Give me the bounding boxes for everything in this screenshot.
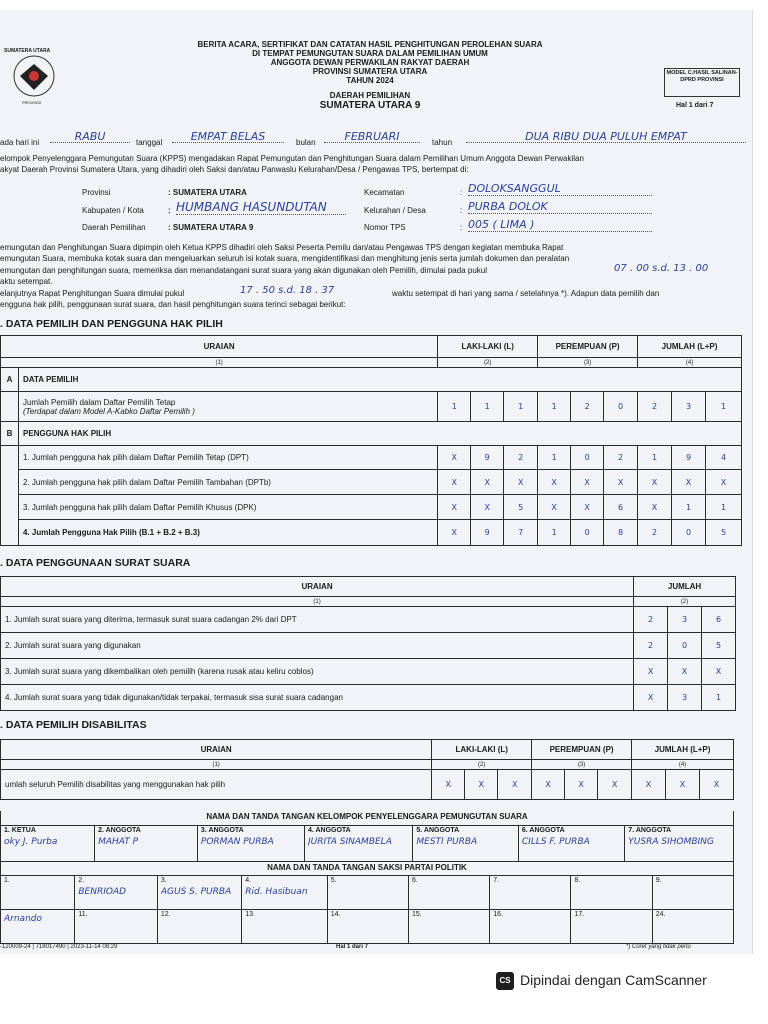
row-code: A bbox=[1, 368, 19, 392]
signature-number: 8. bbox=[574, 877, 581, 884]
para-text: engguna hak pilih, penggunaan surat suara, dan hasil penghitungan suara terinci sebagai berikut: bbox=[0, 300, 346, 309]
section-title: . DATA PEMILIH DAN PENGGUNA HAK PILIH bbox=[0, 318, 223, 330]
signature-name: Rid. Hasibuan bbox=[245, 887, 308, 897]
header-line: ANGGOTA DEWAN PERWAKILAN RAKYAT DAERAH bbox=[270, 58, 470, 67]
signature-number: 15. bbox=[412, 911, 422, 918]
scanned-document: SUMATERA UTARA PROVINSI BERITA ACARA, SERTIFIKAT DAN CATATAN HASIL PENGHITUNGAN PEROLEHAN SUARA DI TEMPAT PEMUNGUTAN SUARA DALAM PEMILIHAN UMUM ANGGOTA DEWAN PERWAKILAN RAKYAT DAERAH PROVINSI SUMATERA UTARA TAHUN 2024 DAERAH PEMILIHAN SUMATERA UTARA 9 MODEL C.HASIL SALINAN-DPRD PROVINSI Hal 1 dari 7 ada hari ini RABU tanggal EMPAT BELAS bulan FEBRUARI tahun DUA RIBU DUA PULUH EMPAT elompok Penyelenggara Pemungutan Suara (KPPS) mengadakan Rapat Pemungutan dan Penghitungan Suara dalam Pemilihan Umum Anggota Dewan Perwakilan akyat Daerah Provinsi Sumatera Utara, yang dihadiri oleh Saksi dan/atau Panwaslu Kelurahan/Desa / Pengawas TPS, bertempat di: Provinsi : SUMATERA UTARA Kabupaten / Kota : HUMBANG HASUNDUTAN Daerah Pemilihan : SUMATERA UTARA 9 Kecamatan : DOLOKSANGGUL Kelurahan / Desa : PURBA DOLOK Nomor TPS : 005 ( LIMA ) emungutan dan Penghitungan Suara dipimpin oleh Ketua KPPS dihadiri oleh Saksi Peserta Pemilu dan/atau Pengawas TPS dengan kegiatan membuka Rapat emungutan Suara, membuka kotak suara dan mengeluarkan seluruh isi kotak suara, mengidentifikasi dan menghitung jenis serta jumlah dokumen dan peralatan emungutan dan penghitungan suara, memeriksa dan menandatangani surat suara yang akan digunakan oleh Pemilih, dimulai pada pukul 07 . 00 s.d. 13 . 00 aktu setempat. elanjutnya Rapat Penghitungan Suara dimulai pukul 17 . 50 s.d. 18 . 37 waktu setempat di hari yang sama / setelahnya *). Adapun data pemilih dan engguna hak pilih, penggunaan surat suara, dan hasil penghitungan suara terinci sebagai berikut: . DATA PEMILIH DAN PENGGUNA HAK PILIH URAIAN LAKI-LAKI (L) PEREMPUAN (P) JUMLAH (L+P) (1) (2) (3) (4) A DATA PEMILIH Jumlah Pemilih dalam Daftar Pemilih Tetap (Terdapat dalam Model A-Kabko Daftar Pemilih ) 1 1 1 1 2 0 2 3 1 B PENGGUNA HAK PILIH 1. Jumlah pengguna hak pilih dalam Daftar Pemilih Tetap (DPT) X 9 2 1 0 2 1 9 4 2. Jumlah pengguna hak pilih dalam Daftar Pemilih Tambahan (DPTb) X X X X X X X X X 3. Jumlah pengguna hak pilih dalam Daftar Pemilih Khusus (DPK) X X 5 X X 6 X 1 1 4. Jumlah Pengguna Hak Pilih (B.1 + B.2 + B.3) X 9 7 1 0 8 2 0 5 . DATA PENGGUNAAN SURAT SUARA URAIAN JUMLAH (1) (2) 1. Jumlah surat suara yang diterima, termasuk surat suara cadangan 2% dari DPT 2 3 6 2. Jumlah surat suara yang digunakan 2 0 5 3. Jumlah surat suara yang dikembalikan oleh pemilih (karena rusak atau keliru coblos) X X X 4. Jumlah surat suara yang tidak digunakan/tidak terpakai, termasuk sisa surat suara cadangan X 3 1 . DATA PEMILIH DISABILITAS URAIAN LAKI-LAKI (L) PEREMPUAN (P) JUMLAH (L+P) (1) (2) (3) (4) umlah seluruh Pemilih disabilitas yang menggunakan hak pilih X X X X X X X X X NAMA DAN TANDA TANGAN KELOMPOK PENYELENGGARA PEMUNGUTAN SUARA 1. KETUA oky J. Purba 2. ANGGOTA MAHAT P 3. ANGGOTA PORMAN PURBA 4. ANGGOTA JURITA SINAMBELA 5. ANGGOTA MESTI PURBA 6. ANGGOTA CILLS F. PURBA 7. ANGGOTA YUSRA SIHOMBING NAMA DAN TANDA TANGAN SAKSI PARTAI POLITIK 1. 2. BENRIOAD 3. AGUS S. PURBA 4. Rid. Hasibuan 5. 6. 7. 8. 9. Arnando 11. 12. 13. 14. 15. 16. 17. 24. -120009-24 | 718017490 | 2023-11-14 08:29 Hal 1 dari 7 *) Coret yang tidak perlu bbox=[0, 10, 753, 954]
value-cell: X bbox=[666, 770, 700, 800]
value-cell: X bbox=[705, 470, 741, 495]
col-header: URAIAN bbox=[1, 336, 438, 358]
para-text: elanjutnya Rapat Penghitungan Suara dimulai pukul bbox=[0, 289, 185, 298]
footer-note: *) Coret yang tidak perlu bbox=[626, 944, 691, 950]
kpps-signature-row bbox=[1, 825, 734, 861]
value-cell: 3 bbox=[672, 392, 706, 422]
saksi-signature-table bbox=[0, 861, 734, 944]
row-label: umlah seluruh Pemilih disabilitas yang menggunakan hak pilih bbox=[1, 770, 432, 800]
footer-page: Hal 1 dari 7 bbox=[336, 944, 369, 950]
province-value: : SUMATERA UTARA bbox=[168, 188, 247, 197]
kpu-logo-icon bbox=[6, 46, 62, 106]
kpps-signature-table bbox=[0, 811, 734, 862]
signature-number: 24. bbox=[655, 911, 666, 918]
signature-role: 6. ANGGOTA bbox=[521, 826, 565, 834]
value-cell: 1 bbox=[705, 392, 741, 422]
date-value: EMPAT BELAS bbox=[172, 132, 284, 143]
value-cell: X bbox=[699, 770, 733, 800]
signature-name: MAHAT P bbox=[98, 836, 139, 847]
col-header: JUMLAH (L+P) bbox=[632, 740, 734, 760]
value-cell: 0 bbox=[604, 392, 638, 422]
signature-title: NAMA DAN TANDA TANGAN SAKSI PARTAI POLITIK bbox=[1, 862, 734, 876]
table-row bbox=[1, 495, 742, 520]
col-header: JUMLAH bbox=[634, 577, 736, 597]
header-line: BERITA ACARA, SERTIFIKAT DAN CATATAN HASIL PENGHITUNGAN PEROLEHAN SUARA bbox=[197, 40, 543, 49]
col-header: URAIAN bbox=[1, 740, 432, 760]
value-cell: 5 bbox=[705, 520, 741, 546]
district-value: DOLOKSANGGUL bbox=[468, 182, 652, 196]
value-cell: 5 bbox=[702, 633, 736, 659]
value-cell: 2 bbox=[634, 607, 668, 633]
voter-data-table bbox=[0, 335, 742, 546]
logo-text: SUMATERA UTARA bbox=[4, 48, 51, 54]
value-cell: X bbox=[571, 495, 604, 520]
intro-text: akyat Daerah Provinsi Sumatera Utara, yang dihadiri oleh Saksi dan/atau Panwaslu Kelurahan/Desa / Pengawas TPS, bertempat di: bbox=[0, 165, 469, 174]
village-value: PURBA DOLOK bbox=[468, 200, 652, 214]
signature-number: 1. bbox=[4, 877, 10, 884]
col-number: (3) bbox=[538, 358, 638, 368]
value-cell: X bbox=[668, 659, 702, 685]
section-title: . DATA PENGGUNAAN SURAT SUARA bbox=[0, 557, 191, 569]
para-text: waktu setempat di hari yang sama / setelahnya *). Adapun data pemilih dan bbox=[392, 289, 660, 298]
signature-number: 16. bbox=[493, 911, 503, 918]
value-cell: 6 bbox=[604, 495, 638, 520]
disability-table bbox=[0, 739, 734, 800]
value-cell: X bbox=[565, 770, 598, 800]
value-cell: X bbox=[632, 770, 666, 800]
value-cell: 7 bbox=[504, 520, 538, 546]
location-label: Provinsi bbox=[82, 188, 111, 197]
signature-role: 7. ANGGOTA bbox=[628, 826, 672, 834]
row-label: 4. Jumlah Pengguna Hak Pilih (B.1 + B.2 + B.3) bbox=[18, 520, 437, 546]
value-cell: X bbox=[638, 495, 672, 520]
value-cell: X bbox=[571, 470, 604, 495]
tps-value: 005 ( LIMA ) bbox=[468, 218, 652, 232]
value-cell: 1 bbox=[438, 392, 471, 422]
signature-title: NAMA DAN TANDA TANGAN KELOMPOK PENYELENGGARA PEMUNGUTAN SUARA bbox=[1, 811, 734, 825]
signature-number: 5. bbox=[330, 877, 337, 884]
value-cell: 0 bbox=[668, 633, 702, 659]
signature-number: 14. bbox=[330, 911, 341, 918]
time-start-value: 07 . 00 s.d. 13 . 00 bbox=[614, 263, 709, 274]
value-cell: X bbox=[702, 659, 736, 685]
page-number-top: Hal 1 dari 7 bbox=[676, 102, 714, 109]
signature-role: 1. KETUA bbox=[4, 826, 36, 834]
signature-name: CILLS F. PURBA bbox=[521, 836, 590, 847]
row-label: 3. Jumlah surat suara yang dikembalikan oleh pemilih (karena rusak atau keliru coblos) bbox=[1, 659, 634, 685]
col-header: JUMLAH (L+P) bbox=[638, 336, 742, 358]
value-cell: 5 bbox=[504, 495, 538, 520]
value-cell: 2 bbox=[571, 392, 604, 422]
col-number: (2) bbox=[634, 597, 736, 607]
value-cell: 0 bbox=[571, 520, 604, 546]
value-cell: X bbox=[672, 470, 706, 495]
camscanner-text: Dipindai dengan CamScanner bbox=[520, 972, 707, 988]
saksi-signature-row bbox=[1, 910, 734, 944]
signature-number: 6. bbox=[412, 877, 418, 884]
para-text: emungutan Suara, membuka kotak suara dan mengeluarkan seluruh isi kotak suara, mengidentifikasi dan menghitung jenis serta jumlah dokumen dan peralatan bbox=[0, 254, 570, 263]
col-number: (2) bbox=[438, 358, 538, 368]
para-text: emungutan dan Penghitungan Suara dipimpin oleh Ketua KPPS dihadiri oleh Saksi Peserta Pemilu dan/atau Pengawas TPS dengan kegiatan membuka Rapat bbox=[0, 243, 564, 252]
regency-value: HUMBANG HASUNDUTAN bbox=[176, 200, 346, 215]
col-header: PEREMPUAN (P) bbox=[532, 740, 632, 760]
signature-name: BENRIOAD bbox=[78, 887, 127, 897]
model-box: MODEL C.HASIL SALINAN-DPRD PROVINSI bbox=[664, 68, 740, 97]
signature-name: oky J. Purba bbox=[4, 836, 58, 847]
signature-name: MESTI PURBA bbox=[416, 836, 478, 847]
col-number: (1) bbox=[1, 597, 634, 607]
value-cell: 2 bbox=[504, 446, 538, 470]
value-cell: 9 bbox=[471, 446, 504, 470]
table-row bbox=[1, 685, 736, 711]
col-header: LAKI-LAKI (L) bbox=[438, 336, 538, 358]
col-header: PEREMPUAN (P) bbox=[538, 336, 638, 358]
value-cell: X bbox=[538, 495, 571, 520]
value-cell: 0 bbox=[571, 446, 604, 470]
signature-role: 3. ANGGOTA bbox=[200, 826, 244, 834]
value-cell: 1 bbox=[638, 446, 672, 470]
intro-line bbox=[0, 130, 752, 150]
table-row bbox=[1, 520, 742, 546]
intro-label: ada hari ini bbox=[0, 138, 40, 147]
value-cell: 1 bbox=[471, 392, 504, 422]
table-row bbox=[1, 607, 736, 633]
area-label: DAERAH PEMILIHAN bbox=[329, 91, 411, 100]
value-cell: 1 bbox=[702, 685, 736, 711]
value-cell: X bbox=[504, 470, 538, 495]
table-row bbox=[1, 470, 742, 495]
value-cell: 1 bbox=[705, 495, 741, 520]
signature-name: Arnando bbox=[4, 914, 42, 924]
section-title: . DATA PEMILIH DISABILITAS bbox=[0, 719, 147, 731]
year-value: DUA RIBU DUA PULUH EMPAT bbox=[466, 132, 746, 143]
signature-role: 5. ANGGOTA bbox=[416, 826, 460, 834]
value-cell: X bbox=[438, 446, 471, 470]
para-text: emungutan dan penghitungan suara, memeriksa dan menandatangani surat suara yang akan digunakan oleh Pemilih, dimulai pada pukul bbox=[0, 266, 487, 275]
location-label: Kelurahan / Desa bbox=[364, 206, 426, 215]
intro-label: tanggal bbox=[136, 138, 163, 147]
signature-number: 2. bbox=[78, 877, 85, 884]
value-cell: 3 bbox=[668, 685, 702, 711]
row-code: B bbox=[1, 422, 19, 446]
document-header bbox=[150, 40, 590, 112]
signature-name: JURITA SINAMBELA bbox=[307, 836, 392, 847]
value-cell: X bbox=[598, 770, 632, 800]
header-line: TAHUN 2024 bbox=[346, 76, 394, 85]
col-header: LAKI-LAKI (L) bbox=[432, 740, 532, 760]
value-cell: X bbox=[438, 495, 471, 520]
col-number: (1) bbox=[1, 760, 432, 770]
value-cell: 1 bbox=[672, 495, 706, 520]
row-sublabel: (Terdapat dalam Model A-Kabko Daftar Pemilih ) bbox=[22, 406, 195, 416]
month-value: FEBRUARI bbox=[324, 132, 420, 143]
value-cell: X bbox=[604, 470, 638, 495]
location-label: Daerah Pemilihan bbox=[82, 223, 146, 232]
row-label: 1. Jumlah pengguna hak pilih dalam Daftar Pemilih Tetap (DPT) bbox=[18, 446, 437, 470]
intro-text: elompok Penyelenggara Pemungutan Suara (KPPS) mengadakan Rapat Pemungutan dan Penghitungan Suara dalam Pemilihan Umum Anggota Dewan Perwakilan bbox=[0, 154, 584, 163]
value-cell: 2 bbox=[638, 392, 672, 422]
value-cell: X bbox=[471, 470, 504, 495]
value-cell: 8 bbox=[604, 520, 638, 546]
row-heading: PENGGUNA HAK PILIH bbox=[18, 422, 741, 446]
col-number: (1) bbox=[1, 358, 438, 368]
location-label: Kabupaten / Kota bbox=[82, 206, 144, 215]
day-value: RABU bbox=[50, 132, 130, 143]
row-label: 3. Jumlah pengguna hak pilih dalam Daftar Pemilih Khusus (DPK) bbox=[18, 495, 437, 520]
signature-number: 7. bbox=[493, 877, 500, 884]
signature-name: YUSRA SIHOMBING bbox=[628, 836, 714, 847]
value-cell: X bbox=[432, 770, 465, 800]
value-cell: 9 bbox=[471, 520, 504, 546]
value-cell: 1 bbox=[504, 392, 538, 422]
signature-number: 11. bbox=[78, 911, 88, 918]
value-cell: 0 bbox=[672, 520, 706, 546]
row-heading: DATA PEMILIH bbox=[18, 368, 741, 392]
value-cell: 2 bbox=[634, 633, 668, 659]
header-line: PROVINSI SUMATERA UTARA bbox=[312, 67, 428, 76]
value-cell: X bbox=[538, 470, 571, 495]
table-row bbox=[1, 446, 742, 470]
value-cell: 1 bbox=[538, 446, 571, 470]
value-cell: X bbox=[638, 470, 672, 495]
row-label: 2. Jumlah surat suara yang digunakan bbox=[1, 633, 634, 659]
col-number: (2) bbox=[432, 760, 532, 770]
signature-number: 13. bbox=[245, 911, 255, 918]
value-cell: 6 bbox=[702, 607, 736, 633]
location-label: Kecamatan bbox=[364, 188, 405, 197]
row-label: 1. Jumlah surat suara yang diterima, termasuk surat suara cadangan 2% dari DPT bbox=[1, 607, 634, 633]
value-cell: 1 bbox=[538, 392, 571, 422]
signature-number: 3. bbox=[160, 877, 167, 884]
value-cell: X bbox=[438, 520, 471, 546]
value-cell: 4 bbox=[705, 446, 741, 470]
value-cell: 2 bbox=[638, 520, 672, 546]
value-cell: X bbox=[498, 770, 532, 800]
value-cell: X bbox=[471, 495, 504, 520]
signature-number: 9. bbox=[655, 877, 662, 884]
value-cell: 1 bbox=[538, 520, 571, 546]
table-row bbox=[1, 633, 736, 659]
col-number: (4) bbox=[638, 358, 742, 368]
signature-number: 4. bbox=[245, 877, 252, 884]
value-cell: X bbox=[634, 685, 668, 711]
value-cell: 3 bbox=[668, 607, 702, 633]
row-label: Jumlah Pemilih dalam Daftar Pemilih Tetap bbox=[22, 397, 176, 407]
camscanner-logo-icon: CS bbox=[496, 972, 514, 990]
logo-sub: PROVINSI bbox=[22, 100, 42, 105]
header-line: DI TEMPAT PEMUNGUTAN SUARA DALAM PEMILIHAN UMUM bbox=[252, 49, 488, 58]
saksi-signature-row bbox=[1, 876, 734, 910]
row-label: 4. Jumlah surat suara yang tidak digunakan/tidak terpakai, termasuk sisa surat suara cadangan bbox=[1, 685, 634, 711]
area-value: SUMATERA UTARA 9 bbox=[319, 100, 421, 111]
table-row bbox=[1, 770, 734, 800]
col-header: URAIAN bbox=[1, 577, 634, 597]
col-number: (4) bbox=[632, 760, 734, 770]
table-row bbox=[1, 659, 736, 685]
signature-name: AGUS S. PURBA bbox=[160, 887, 232, 897]
value-cell: 9 bbox=[672, 446, 706, 470]
row-label: 2. Jumlah pengguna hak pilih dalam Daftar Pemilih Tambahan (DPTb) bbox=[18, 470, 437, 495]
value-cell: X bbox=[532, 770, 565, 800]
col-number: (3) bbox=[532, 760, 632, 770]
signature-role: 2. ANGGOTA bbox=[98, 826, 141, 834]
para-text: aktu setempat. bbox=[0, 277, 53, 286]
signature-role: 4. ANGGOTA bbox=[307, 826, 351, 834]
value-cell: 2 bbox=[604, 446, 638, 470]
location-label: Nomor TPS bbox=[364, 223, 406, 232]
value-cell: X bbox=[634, 659, 668, 685]
value-cell: X bbox=[465, 770, 498, 800]
intro-label: bulan bbox=[296, 138, 316, 147]
signature-name: PORMAN PURBA bbox=[200, 836, 274, 847]
footer-code: -120009-24 | 718017490 | 2023-11-14 08:29 bbox=[0, 944, 118, 950]
intro-label: tahun bbox=[432, 138, 453, 147]
value-cell: X bbox=[438, 470, 471, 495]
camscanner-watermark bbox=[496, 972, 707, 990]
ballot-usage-table bbox=[0, 576, 736, 711]
signature-number: 17. bbox=[574, 911, 585, 918]
time-count-value: 17 . 50 s.d. 18 . 37 bbox=[240, 285, 335, 296]
dapil-value: : SUMATERA UTARA 9 bbox=[168, 223, 254, 232]
table-row bbox=[1, 392, 742, 422]
signature-number: 12. bbox=[160, 911, 171, 918]
